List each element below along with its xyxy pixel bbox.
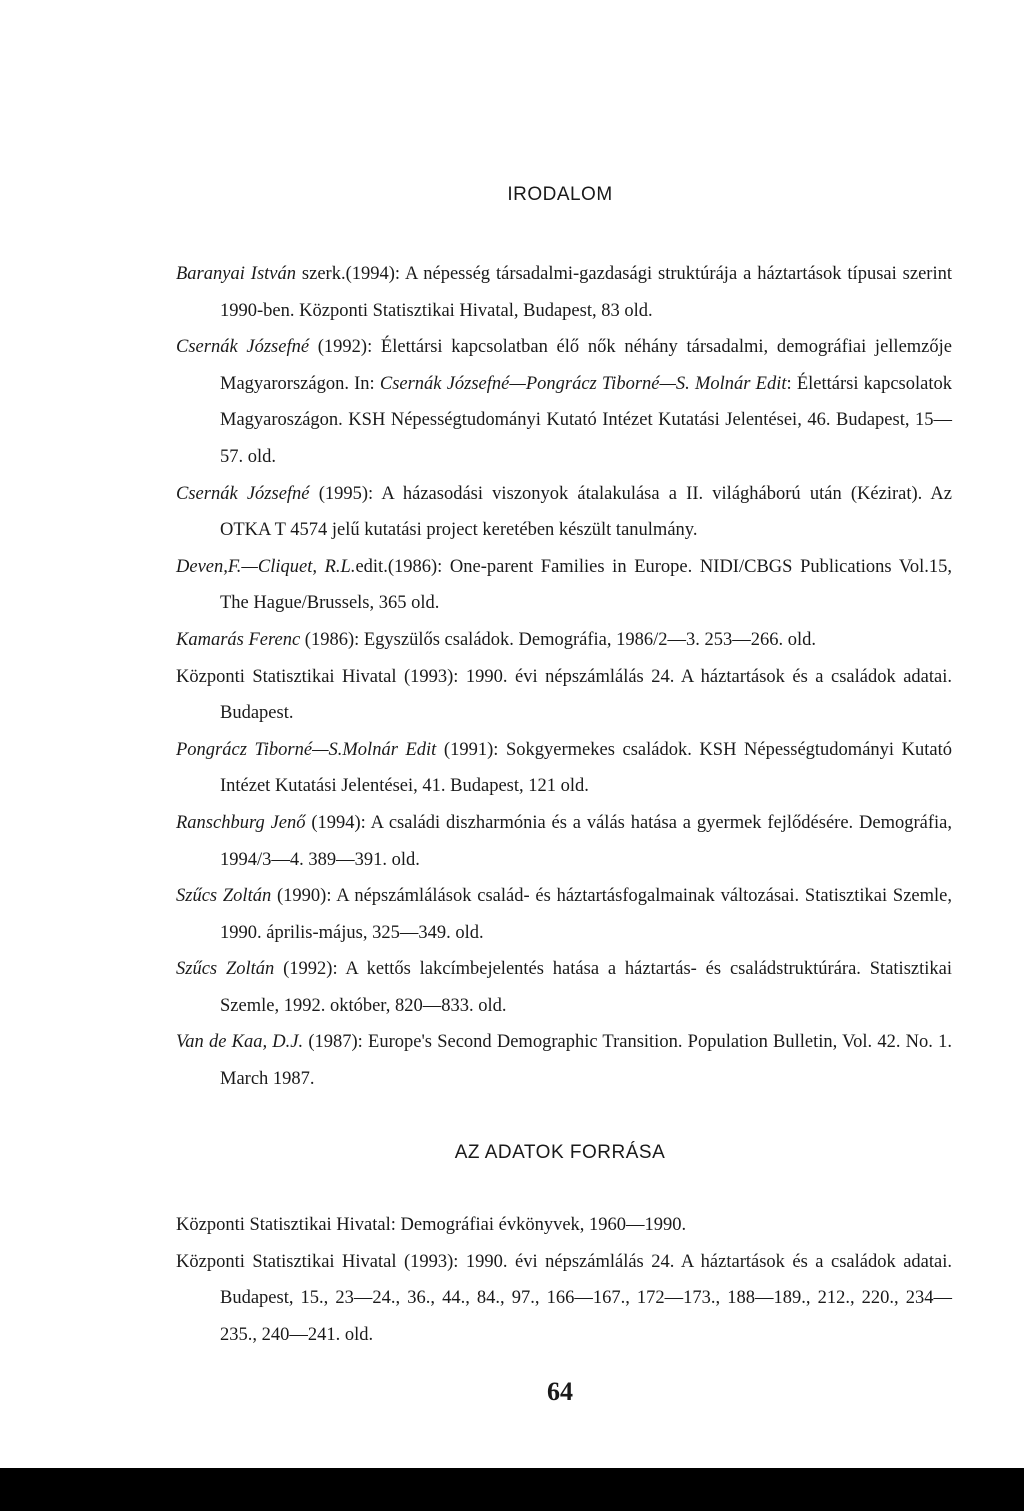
data-source-list bbox=[176, 1207, 952, 1353]
reference-text: : Élettársi kapcsolatok Magyaroszágon. KSH Népességtudományi Kutató Intézet Kutatási Jelentései, 46. Budapest, 15—57. old. bbox=[220, 373, 953, 467]
reference-text: (1992): A kettős lakcímbejelentés hatása a háztartás- és családstruktúrára. Statisztikai Szemle, 1992. október, 820—833. old. bbox=[220, 959, 952, 1016]
reference-text: Központi Statisztikai Hivatal (1993): 1990. évi népszámlálás 24. A háztartások és a családok adatai. Budapest. bbox=[176, 666, 952, 724]
reference-text: (1990): A népszámlálások család- és háztartásfogalmainak változásai. Statisztikai Szemle, 1990. április-május, 325—349. old. bbox=[220, 886, 952, 943]
reference-author: Csernák Józsefné bbox=[176, 483, 310, 504]
data-source-entry: Központi Statisztikai Hivatal (1993): 1990. évi népszámlálás 24. A háztartások és a családok adatai. Budapest, 15., 23—24., 36., 44., 84., 97., 166—167., 172—173., 188—189., 212., 220., 234—235., 240—241. old. bbox=[176, 1251, 952, 1345]
reference-entry bbox=[176, 951, 952, 1024]
reference-author: Ranschburg Jenő bbox=[176, 812, 306, 833]
reference-text: edit.(1986): One-parent Families in Europe. NIDI/CBGS Publications Vol.15, The Hague/Brussels, 365 old. bbox=[220, 556, 952, 614]
reference-author: Deven,F.—Cliquet, R.L. bbox=[176, 556, 356, 577]
reference-text: (1995): A házasodási viszonyok átalakulása a II. világháború után (Kézirat). Az OTKA T 4574 jelű kutatási project keretében készült tanulmány. bbox=[220, 483, 952, 541]
literature-heading: IRODALOM bbox=[507, 184, 613, 205]
reference-author: Szűcs Zoltán bbox=[176, 886, 272, 907]
scan-edge-bar bbox=[0, 1468, 1024, 1511]
reference-author: Szűcs Zoltán bbox=[176, 959, 275, 980]
reference-entry bbox=[176, 549, 952, 622]
reference-text: (1986): Egyszülős családok. Demográfia, 1986/2—3. 253—266. old. bbox=[300, 629, 817, 650]
reference-entry bbox=[176, 622, 952, 659]
page-number: 64 bbox=[547, 1377, 573, 1406]
reference-entry bbox=[176, 805, 952, 878]
reference-entry bbox=[176, 1024, 952, 1097]
reference-author: Pongrácz Tiborné—S.Molnár Edit bbox=[176, 739, 437, 760]
data-sources-heading: AZ ADATOK FORRÁSA bbox=[454, 1142, 666, 1163]
reference-entry bbox=[176, 659, 952, 732]
reference-entry bbox=[176, 256, 952, 329]
reference-text: szerk.(1994): A népesség társadalmi-gazdasági struktúrája a háztartások típusai szerint 1990-ben. Központi Statisztikai Hivatal, Budapest, 83 old. bbox=[220, 264, 952, 321]
reference-text: (1994): A családi diszharmónia és a válás hatása a gyermek fejlődésére. Demográfia, 1994/3—4. 389—391. old. bbox=[220, 812, 952, 870]
reference-entry bbox=[176, 878, 952, 951]
reference-entry bbox=[176, 732, 952, 805]
reference-list bbox=[176, 256, 952, 1098]
reference-author: Kamarás Ferenc bbox=[176, 629, 301, 650]
reference-entry bbox=[176, 329, 952, 475]
reference-author: Baranyai István bbox=[176, 264, 296, 284]
data-source-entry: Központi Statisztikai Hivatal: Demográfiai évkönyvek, 1960—1990. bbox=[176, 1215, 687, 1235]
reference-text: (1991): Sokgyermekes családok. KSH Népességtudományi Kutató Intézet Kutatási Jelentései, 41. Budapest, 121 old. bbox=[220, 739, 952, 797]
reference-editors: Csernák Józsefné—Pongrácz Tiborné—S. Molnár Edit bbox=[379, 373, 787, 394]
reference-author: Van de Kaa, D.J. bbox=[176, 1032, 304, 1053]
reference-author: Csernák Józsefné bbox=[176, 337, 310, 358]
reference-entry bbox=[176, 476, 952, 549]
reference-text: (1992): Élettársi kapcsolatban élő nők néhány társadalmi, demográfiai jellemzője Magyarországon. In: bbox=[220, 337, 952, 394]
reference-text: (1987): Europe's Second Demographic Transition. Population Bulletin, Vol. 42. No. 1. March 1987. bbox=[220, 1032, 953, 1090]
